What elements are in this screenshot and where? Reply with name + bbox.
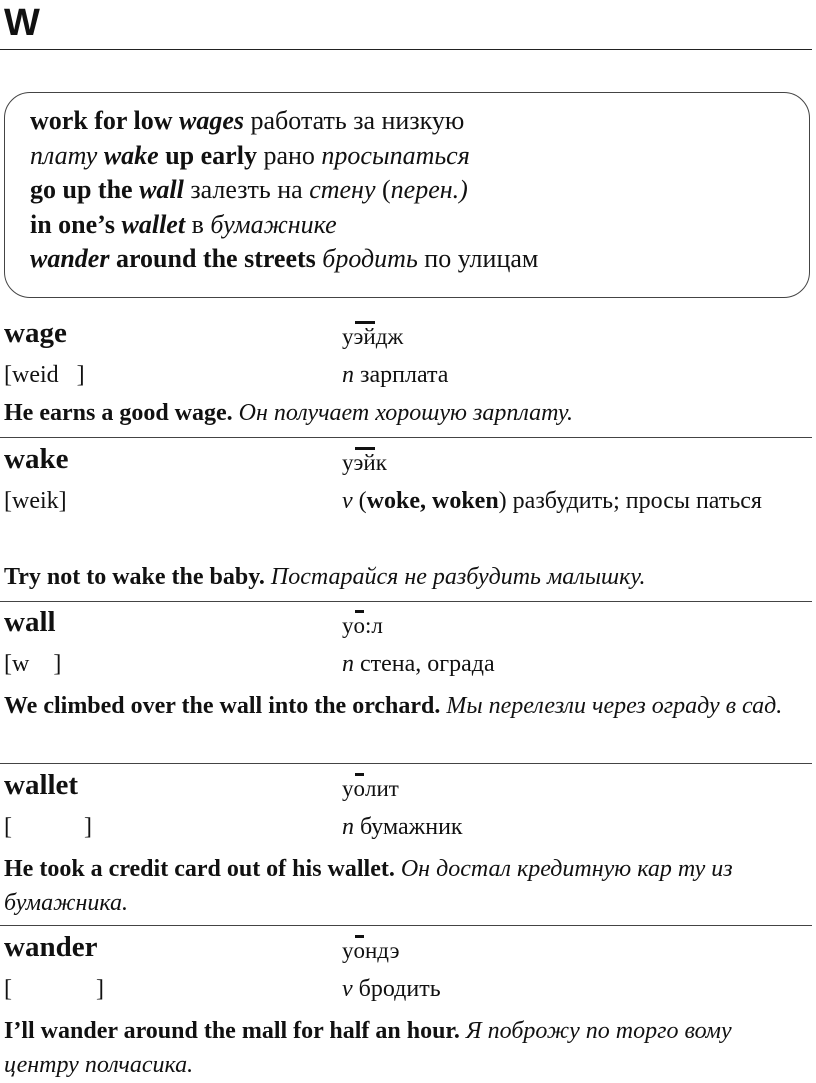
- entry-divider: [0, 437, 812, 438]
- entry-divider: [0, 925, 812, 926]
- section-letter: W: [4, 2, 40, 44]
- translation: v (woke, woken) разбудить; просы паться: [342, 488, 762, 514]
- stress-mark: о: [354, 936, 366, 966]
- headword: wake: [4, 443, 69, 475]
- headword: wage: [4, 317, 67, 349]
- translation: n бумажник: [342, 814, 463, 840]
- part-of-speech: v: [342, 488, 353, 514]
- stress-mark: эй: [354, 448, 376, 478]
- phrase-list: [30, 104, 800, 277]
- pronunciation: уэйк: [342, 448, 387, 478]
- ipa-transcription: [ ]: [4, 814, 92, 840]
- ipa-transcription: [ ]: [4, 976, 104, 1002]
- ipa-transcription: [weik]: [4, 488, 67, 514]
- example-sentence: He earns a good wage. Он получает хорошую зарплату.: [4, 400, 573, 426]
- headword: wander: [4, 931, 98, 963]
- ipa-transcription: [weid ]: [4, 362, 85, 388]
- phrase-line: in one’s wallet в бумажнике: [30, 209, 337, 239]
- example-sentence: He took a credit card out of his wallet. Он достал кредитную кар ту из бумажника.: [4, 856, 733, 916]
- phrase-line: wander around the streets бродить по улицам: [30, 244, 539, 273]
- part-of-speech: n: [342, 814, 354, 840]
- pronunciation: уондэ: [342, 936, 399, 966]
- stress-mark: о: [354, 611, 366, 641]
- verb-forms: woke, woken: [366, 488, 499, 514]
- headword: wallet: [4, 769, 79, 801]
- example-sentence: Try not to wake the baby. Постарайся не разбудить малышку.: [4, 564, 646, 590]
- part-of-speech: n: [342, 362, 354, 388]
- header-divider: [0, 49, 812, 50]
- example-sentence: I’ll wander around the mall for half an hour. Я поброжу по торго вому центру полчасика.: [4, 1018, 732, 1078]
- entry-divider: [0, 601, 812, 602]
- pronunciation: уэйдж: [342, 322, 403, 352]
- headword: wall: [4, 606, 56, 638]
- pronunciation: уо:л: [342, 611, 383, 641]
- stress-mark: о: [354, 774, 366, 804]
- translation: v бродить: [342, 976, 441, 1002]
- translation: n зарплата: [342, 362, 449, 388]
- stress-mark: эй: [354, 322, 376, 352]
- phrase-line: плату wake up early рано просыпаться: [30, 140, 470, 170]
- part-of-speech: v: [342, 976, 353, 1002]
- pronunciation: уолит: [342, 774, 399, 804]
- example-sentence: We climbed over the wall into the orchard. Мы перелезли через ограду в сад.: [4, 693, 783, 719]
- ipa-transcription: [w ]: [4, 651, 62, 677]
- phrase-line: go up the wall залезть на стену (перен.): [30, 175, 468, 204]
- phrase-line: work for low wages работать за низкую: [30, 106, 465, 135]
- part-of-speech: n: [342, 651, 354, 677]
- entry-divider: [0, 763, 812, 764]
- translation: n стена, ограда: [342, 651, 495, 677]
